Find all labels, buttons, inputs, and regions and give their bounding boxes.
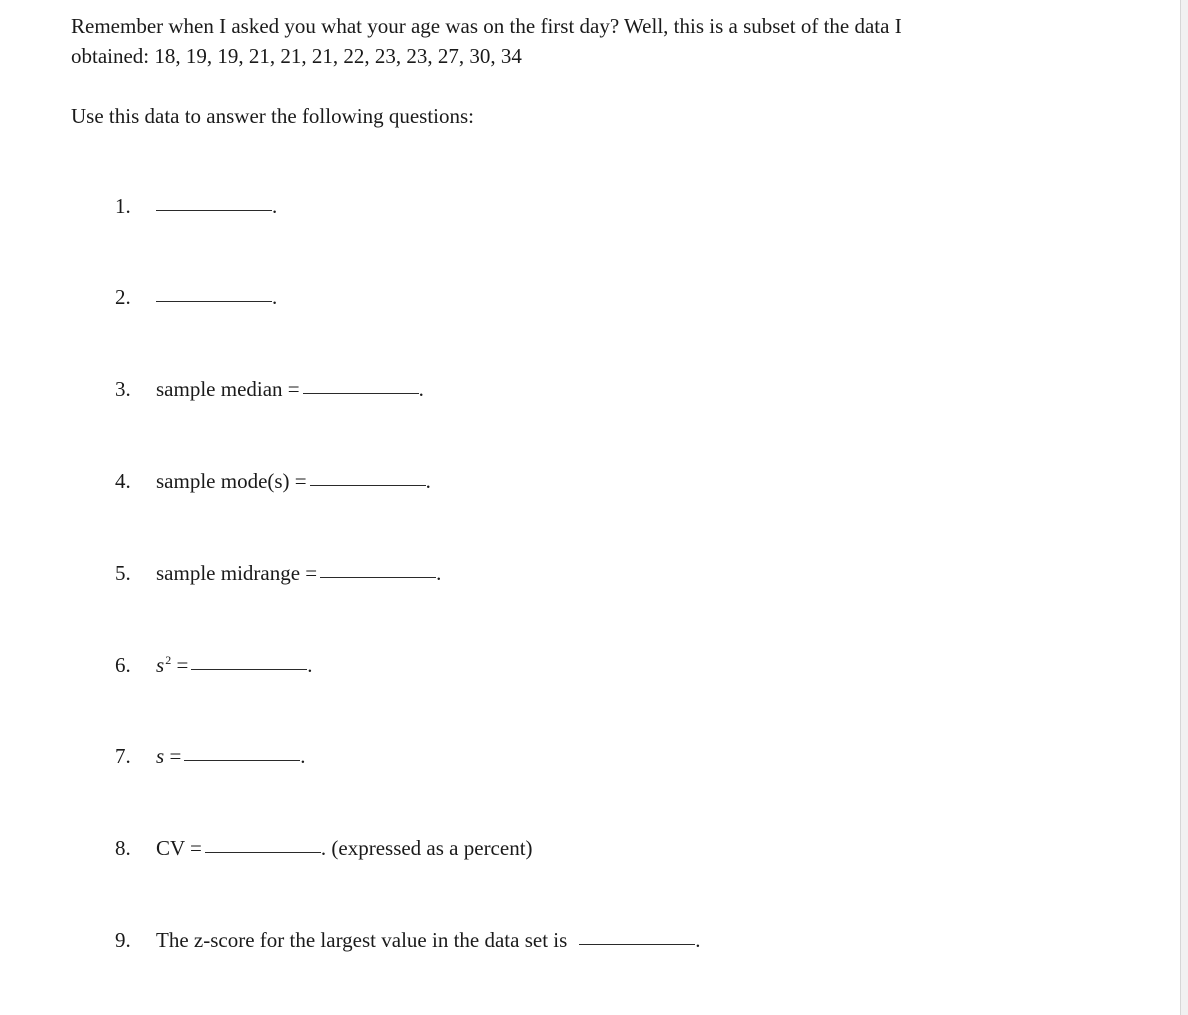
question-text: CV = xyxy=(156,836,202,860)
instruction-text: Use this data to answer the following questions: xyxy=(71,104,475,128)
question-number: 8. xyxy=(115,836,131,860)
answer-blank[interactable] xyxy=(310,484,426,486)
question-text: The z-score for the largest value in the data set is xyxy=(156,928,568,952)
question-suffix: . xyxy=(300,744,306,768)
answer-blank[interactable] xyxy=(303,392,419,394)
answer-blank[interactable] xyxy=(320,576,436,578)
question-suffix: . xyxy=(436,561,442,585)
variable-s: s xyxy=(156,653,165,677)
question-suffix: . xyxy=(425,469,431,493)
question-9 xyxy=(115,925,701,955)
page-edge xyxy=(1180,0,1188,1015)
answer-blank[interactable] xyxy=(191,668,307,670)
question-suffix: . xyxy=(695,928,701,952)
question-suffix: . xyxy=(272,194,278,218)
intro-paragraph xyxy=(71,11,1041,71)
question-number: 1. xyxy=(115,194,131,218)
question-suffix: . (expressed as a percent) xyxy=(320,836,533,860)
question-7 xyxy=(115,741,306,771)
question-text: sample median = xyxy=(156,377,300,401)
question-suffix: . xyxy=(418,377,424,401)
question-1 xyxy=(115,191,277,221)
answer-blank[interactable] xyxy=(184,759,300,761)
question-text xyxy=(156,650,188,683)
question-suffix: . xyxy=(307,653,313,677)
equals-sign: = xyxy=(171,653,189,677)
intro-line-1: Remember when I asked you what your age was on the first day? Well, this is a subset of the data I xyxy=(71,14,902,38)
equals-sign: = xyxy=(164,744,182,768)
question-3 xyxy=(115,374,424,404)
answer-blank[interactable] xyxy=(579,943,695,945)
question-number: 2. xyxy=(115,285,131,309)
answer-blank[interactable] xyxy=(156,300,272,302)
superscript-2: 2 xyxy=(165,653,172,667)
answer-blank[interactable] xyxy=(205,851,321,853)
answer-blank[interactable] xyxy=(156,209,272,211)
variable-s: s xyxy=(156,744,165,768)
question-suffix: . xyxy=(272,285,278,309)
question-number: 7. xyxy=(115,744,131,768)
question-2 xyxy=(115,282,277,312)
question-text: sample midrange = xyxy=(156,561,318,585)
question-8 xyxy=(115,833,533,863)
intro-line-2: obtained: 18, 19, 19, 21, 21, 21, 22, 23, 23, 27, 30, 34 xyxy=(71,44,522,68)
question-4 xyxy=(115,466,431,496)
question-text xyxy=(156,741,181,771)
question-number: 4. xyxy=(115,469,131,493)
question-text: sample mode(s) = xyxy=(156,469,307,493)
question-number: 6. xyxy=(115,653,131,677)
question-number: 3. xyxy=(115,377,131,401)
question-5 xyxy=(115,558,441,588)
question-number: 5. xyxy=(115,561,131,585)
question-6 xyxy=(115,650,313,683)
question-number: 9. xyxy=(115,928,131,952)
